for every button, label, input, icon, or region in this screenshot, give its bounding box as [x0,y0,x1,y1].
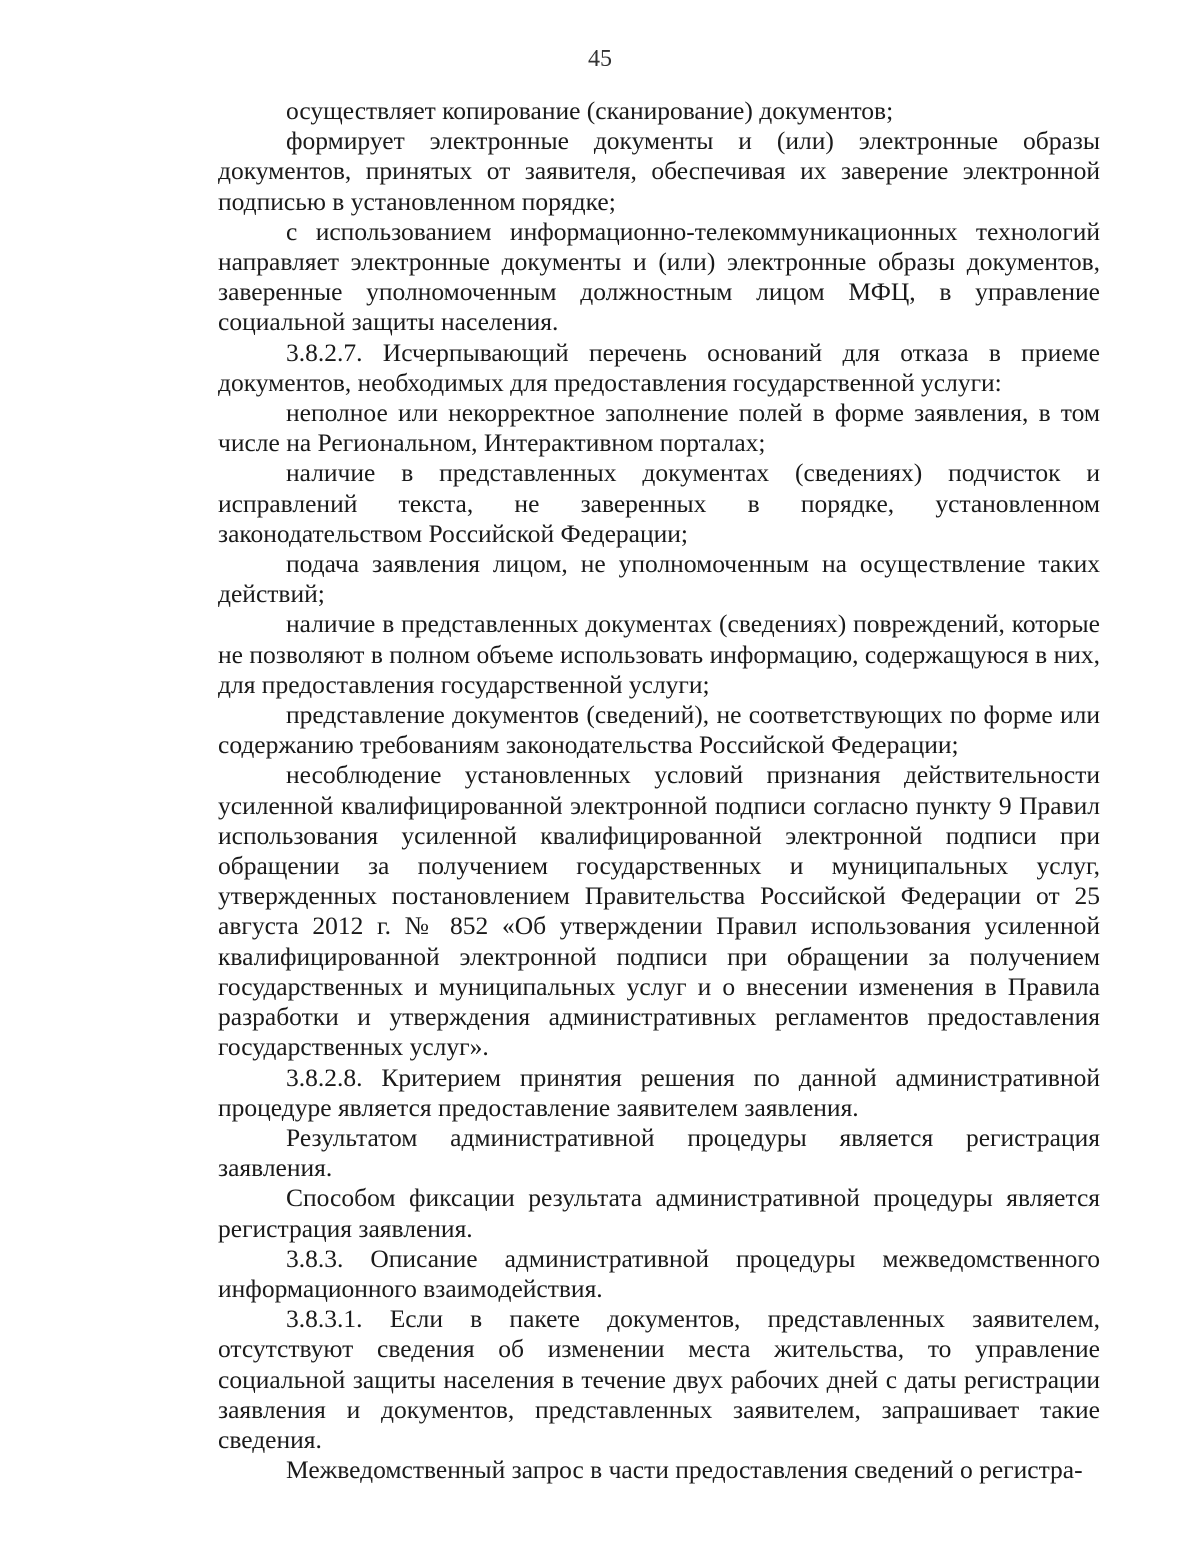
paragraph: неполное или некорректное заполнение полей в форме заявления, в том числе на Региональном, Интерактивном порталах; [218,398,1100,458]
paragraph: несоблюдение установленных условий признания действительности усиленной квалифицированной электронной подписи согласно пункту 9 Правил использования усиленной квалифицированной электронной подписи при обращении за получением государственных и муниципальных услуг, утвержденных постановлением Правительства Российской Федерации от 25 августа 2012 г. № 852 «Об утверждении Правил использования усиленной квалифицированной электронной подписи при обращении за получением государственных и муниципальных услуг и о внесении изменения в Правила разработки и утверждения административных регламентов предоставления государственных услуг». [218,760,1100,1062]
paragraph: Результатом административной процедуры является регистрация заявления. [218,1122,1100,1183]
paragraph: наличие в представленных документах (сведениях) подчисток и исправлений текста, не заверенных в порядке, установленном законодательством Российской Федерации; [218,458,1100,548]
paragraph: представление документов (сведений), не соответствующих по форме или содержанию требованиям законодательства Российской Федерации; [218,700,1100,760]
paragraph: 3.8.2.8. Критерием принятия решения по данной административной процедуре является предоставление заявителем заявления. [218,1062,1100,1122]
paragraph: с использованием информационно-телекоммуникационных технологий направляет электронные документы и (или) электронные образы документов, заверенные уполномоченным должностным лицом МФЦ, в управление социальной защиты населения. [218,216,1100,337]
paragraph: 3.8.2.7. Исчерпывающий перечень оснований для отказа в приеме документов, необходимых для предоставления государственной услуги: [218,337,1100,397]
paragraph: Способом фиксации результата административной процедуры является регистрация заявления. [218,1183,1100,1243]
paragraph: осуществляет копирование (сканирование) документов; [286,96,894,125]
paragraph: Межведомственный запрос в части предоставления сведений о регистра- [286,1455,1083,1485]
paragraph: 3.8.3. Описание административной процедуры межведомственного информационного взаимодействия. [218,1243,1100,1303]
paragraph: формирует электронные документы и (или) электронные образы документов, принятых от заявителя, обеспечивая их заверение электронной подписью в установленном порядке; [218,126,1100,216]
paragraph: наличие в представленных документах (сведениях) повреждений, которые не позволяют в полном объеме использовать информацию, содержащуюся в них, для предоставления государственной услуги; [218,609,1100,699]
page-number: 45 [588,46,612,72]
paragraph: подача заявления лицом, не уполномоченным на осуществление таких действий; [218,549,1100,609]
paragraph: 3.8.3.1. Если в пакете документов, представленных заявителем, отсутствуют сведения об изменении места жительства, то управление социальной защиты населения в течение двух рабочих дней с даты регистрации заявления и документов, представленных заявителем, запрашивает такие сведения. [218,1304,1100,1454]
document-body [218,96,1100,1485]
